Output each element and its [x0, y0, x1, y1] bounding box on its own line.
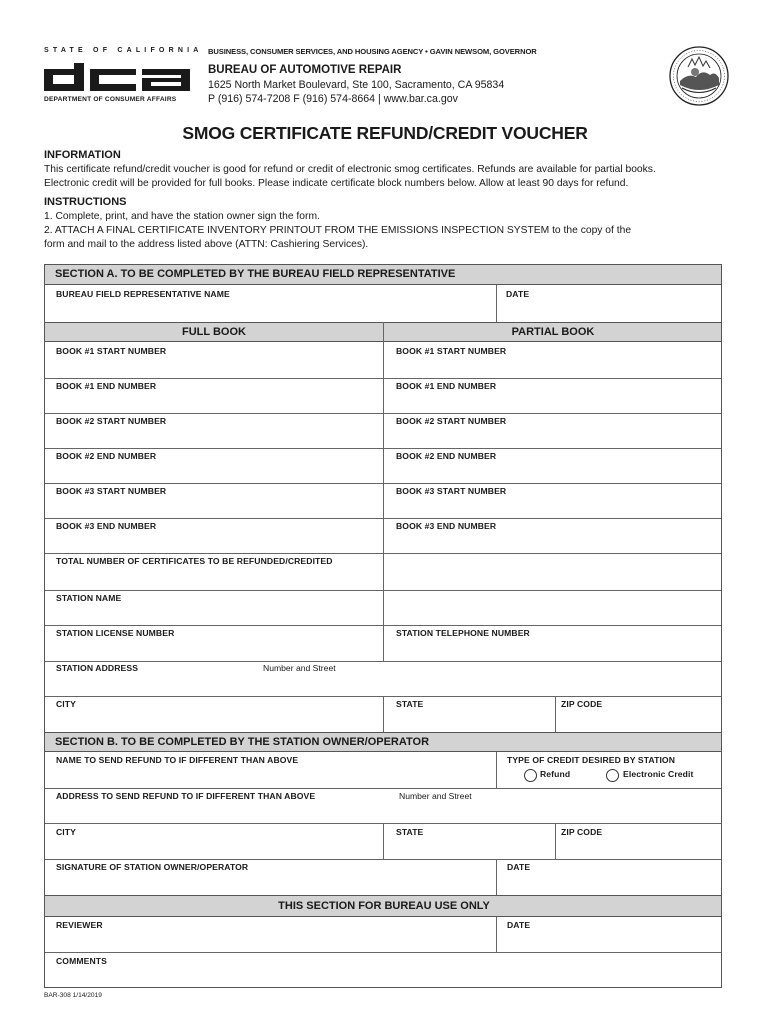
station-telephone-field[interactable]: STATION TELEPHONE NUMBER [396, 628, 530, 638]
partial-book-2-end[interactable]: BOOK #2 END NUMBER [396, 451, 497, 461]
form-number: BAR-308 1/14/2019 [44, 992, 102, 999]
information-line-2: Electronic credit will be provided for full books. Please indicate certificate block numbers below. Allow at least 90 days for refund. [44, 178, 629, 189]
refund-name-field[interactable]: NAME TO SEND REFUND TO IF DIFFERENT THAN ABOVE [56, 755, 299, 765]
full-book-3-end[interactable]: BOOK #3 END NUMBER [56, 521, 157, 531]
refund-city-field[interactable]: CITY [56, 827, 76, 837]
bureau-address: 1625 North Market Boulevard, Ste 100, Sacramento, CA 95834 [208, 79, 505, 91]
full-book-1-end[interactable]: BOOK #1 END NUMBER [56, 381, 157, 391]
station-address-field[interactable]: STATION ADDRESS [56, 663, 139, 673]
voucher-form [44, 264, 722, 988]
bureau-name: BUREAU OF AUTOMOTIVE REPAIR [208, 64, 402, 76]
california-seal-icon [668, 45, 730, 107]
electronic-credit-radio[interactable] [606, 769, 619, 782]
full-book-1-start[interactable]: BOOK #1 START NUMBER [56, 346, 167, 356]
bureau-use-heading: THIS SECTION FOR BUREAU USE ONLY [278, 900, 490, 912]
instruction-step-2b: form and mail to the address listed above (ATTN: Cashiering Services). [44, 239, 369, 250]
bureau-phone: P (916) 574-7208 F (916) 574-8664 | www.bar.ca.gov [208, 93, 458, 105]
partial-book-1-end[interactable]: BOOK #1 END NUMBER [396, 381, 497, 391]
station-address-hint: Number and Street [263, 663, 336, 673]
full-book-2-end[interactable]: BOOK #2 END NUMBER [56, 451, 157, 461]
refund-address-hint: Number and Street [399, 791, 472, 801]
rep-name-field[interactable]: BUREAU FIELD REPRESENTATIVE NAME [56, 289, 230, 299]
section-b-heading: SECTION B. TO BE COMPLETED BY THE STATION OWNER/OPERATOR [55, 736, 430, 748]
department-name: DEPARTMENT OF CONSUMER AFFAIRS [44, 96, 177, 103]
total-certificates-field[interactable]: TOTAL NUMBER OF CERTIFICATES TO BE REFUNDED/CREDITED [56, 556, 333, 566]
reviewer-date-field[interactable]: DATE [507, 920, 531, 930]
reviewer-field[interactable]: REVIEWER [56, 920, 103, 930]
comments-field[interactable]: COMMENTS [56, 956, 107, 966]
refund-option-label: Refund [540, 769, 571, 779]
refund-address-field[interactable]: ADDRESS TO SEND REFUND TO IF DIFFERENT THAN ABOVE [56, 791, 316, 801]
section-b-header [45, 732, 721, 752]
rep-date-field[interactable]: DATE [506, 289, 530, 299]
section-a-heading: SECTION A. TO BE COMPLETED BY THE BUREAU FIELD REPRESENTATIVE [55, 268, 456, 280]
partial-book-3-start[interactable]: BOOK #3 START NUMBER [396, 486, 507, 496]
partial-book-1-start[interactable]: BOOK #1 START NUMBER [396, 346, 507, 356]
instruction-step-2a: 2. ATTACH A FINAL CERTIFICATE INVENTORY PRINTOUT FROM THE EMISSIONS INSPECTION SYSTEM to the copy of the [44, 225, 632, 236]
refund-zip-field[interactable]: ZIP CODE [561, 827, 603, 837]
station-city-field[interactable]: CITY [56, 699, 76, 709]
dca-logo [44, 63, 190, 91]
page-title: SMOG CERTIFICATE REFUND/CREDIT VOUCHER [182, 123, 588, 143]
instruction-step-1: 1. Complete, print, and have the station owner sign the form. [44, 211, 320, 222]
station-name-field[interactable]: STATION NAME [56, 593, 122, 603]
full-book-3-start[interactable]: BOOK #3 START NUMBER [56, 486, 167, 496]
section-a-header [45, 265, 721, 285]
electronic-credit-label: Electronic Credit [623, 769, 694, 779]
station-zip-field[interactable]: ZIP CODE [561, 699, 603, 709]
partial-book-heading: PARTIAL BOOK [511, 326, 595, 338]
credit-type-label: TYPE OF CREDIT DESIRED BY STATION [507, 755, 676, 765]
station-state-field[interactable]: STATE [396, 699, 424, 709]
instructions-heading: INSTRUCTIONS [44, 196, 127, 208]
information-heading: INFORMATION [44, 149, 121, 161]
refund-radio[interactable] [524, 769, 537, 782]
state-of-california-text: STATE OF CALIFORNIA [44, 47, 203, 54]
agency-line: BUSINESS, CONSUMER SERVICES, AND HOUSING AGENCY • GAVIN NEWSOM, GOVERNOR [208, 47, 537, 56]
partial-book-3-end[interactable]: BOOK #3 END NUMBER [396, 521, 497, 531]
partial-book-2-start[interactable]: BOOK #2 START NUMBER [396, 416, 507, 426]
full-book-heading: FULL BOOK [182, 326, 246, 338]
owner-date-field[interactable]: DATE [507, 862, 531, 872]
information-line-1: This certificate refund/credit voucher is good for refund or credit of electronic smog certificates. Refunds are available for partial books. [44, 164, 656, 175]
bureau-use-header [45, 895, 721, 917]
full-book-2-start[interactable]: BOOK #2 START NUMBER [56, 416, 167, 426]
station-license-field[interactable]: STATION LICENSE NUMBER [56, 628, 175, 638]
refund-state-field[interactable]: STATE [396, 827, 424, 837]
owner-signature-field[interactable]: SIGNATURE OF STATION OWNER/OPERATOR [56, 862, 249, 872]
